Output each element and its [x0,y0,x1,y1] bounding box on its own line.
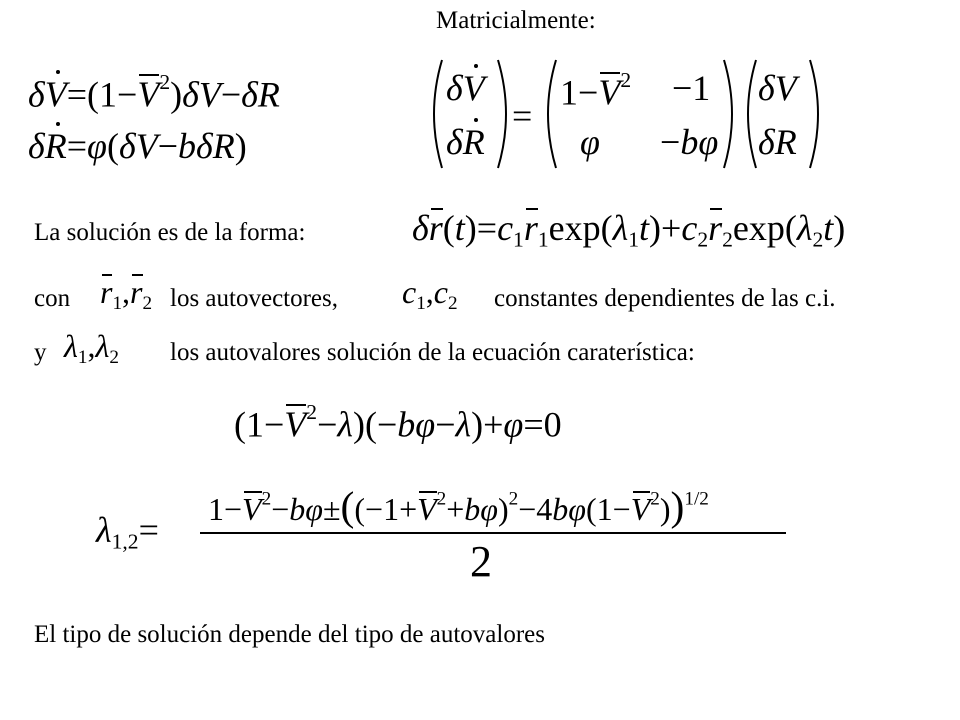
matrix-entry-21: φ [580,122,600,162]
eigenvector-symbols: $r_1,r_2$ [100,274,153,314]
y-text: y [34,339,47,366]
page-heading: Matricialmente: [436,7,596,34]
fraction-numerator: $1-V^2-b\varphi\pm((-1+V^2+b\varphi)^2-4b\varphi(1-V^2))^{1/2}$ [208,483,709,529]
matrix-equals-sign: = [512,96,533,136]
state-entry-r: δR [758,122,797,162]
eigenvalue-symbols: $\lambda_1,\lambda_2$ [64,328,119,368]
left-paren-matrix [538,58,560,170]
matrix-entry-22: −bφ [660,122,719,162]
solution-intro-text: La solución es de la forma: [34,219,306,246]
solution-equation: $\delta r(t)=c_1r_1\exp(\lambda_1t)+c_2r_2\exp(\lambda_2t)$ [412,208,846,252]
autovectores-text: los autovectores, [170,285,339,312]
matrix-entry-11: $1-V^2$ [560,68,632,113]
characteristic-equation: $(1-V^2-\lambda)(-b\varphi-\lambda)+\varphi=0$ [234,400,562,445]
con-text: con [34,285,71,312]
left-paren-vector [424,58,446,170]
equation-r-dot: δR=φ(δV−bδR) [28,126,247,166]
constantes-text: constantes dependientes de las c.i. [494,285,836,312]
vector-entry-r-dot: δR [446,122,485,162]
eigenvalue-lhs: $\lambda_{1,2}=$ [96,510,159,554]
state-entry-v: δV [758,68,797,108]
left-paren-state [738,58,760,170]
conclusion-text: El tipo de solución depende del tipo de autovalores [34,621,545,648]
right-paren-state [806,58,828,170]
constant-symbols: $c_1,c_2$ [402,274,458,314]
vector-entry-v-dot: δV [446,68,485,108]
equation-v-dot: $\delta V=(1-V^2)\delta V-\delta R$ [28,70,280,115]
fraction-denominator: 2 [470,537,492,586]
matrix-entry-12: −1 [672,68,711,108]
fraction-bar [200,532,786,534]
autovalores-text: los autovalores solución de la ecuación caraterística: [170,339,695,366]
